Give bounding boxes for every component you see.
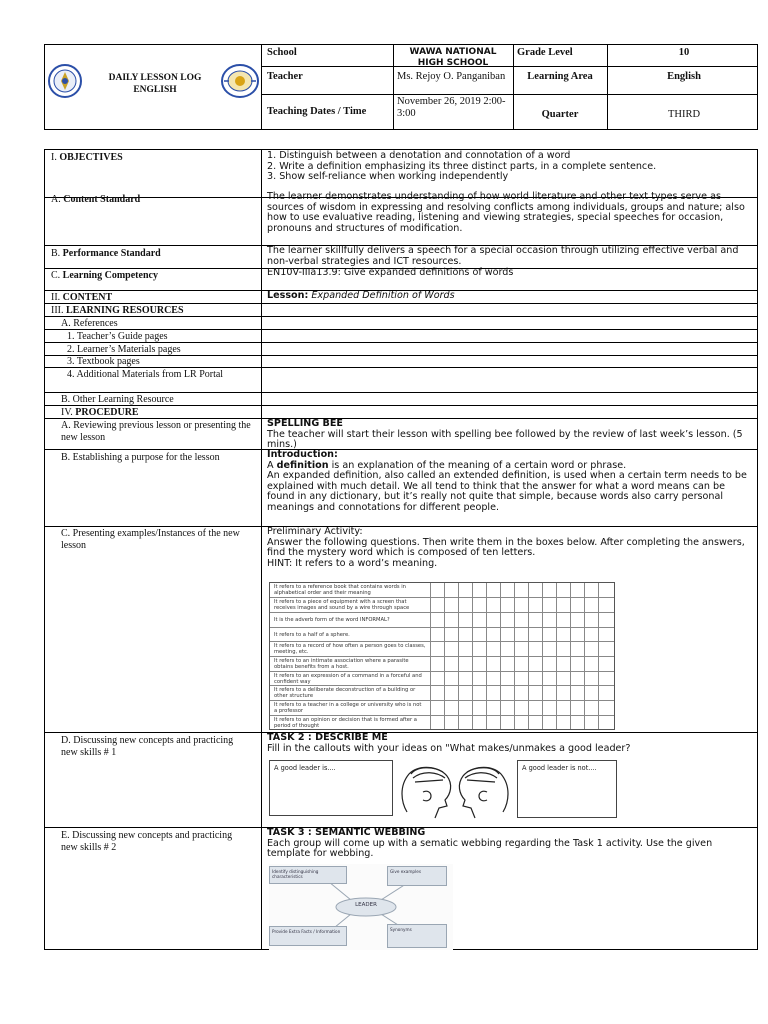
procedure-label: IV. PROCEDURE [61,407,139,418]
school-value: WAWA NATIONAL HIGH SCHOOL [409,47,497,68]
clue-item: It refers to an intimate association where a parasite obtains benefits from a host. [274,658,409,670]
callout-not-good-leader[interactable]: A good leader is not.... [517,760,617,818]
clue-item: It refers to an expression of a command in a forceful and confident way [274,673,422,685]
procedure-c-content [267,527,753,569]
web-box-synonyms[interactable]: Synonyms [387,924,447,948]
performance-standard-text: The learner skillfully delivers a speech for a special occasion through utilizing effective verbal and non-verbal strategies and ICT resources. [267,245,739,267]
semantic-web-template [269,864,453,950]
objective-item: 1. Distinguish between a denotation and connotation of a word [267,150,571,161]
teacher-label: Teacher [267,71,303,82]
procedure-c-label: C. Presenting examples/Instances of the new lesson [61,528,240,551]
school-seal-logo [221,64,259,98]
clue-item: It refers to a half of a sphere. [274,632,350,638]
resource-item: 3. Textbook pages [67,356,140,367]
competency-text: EN10V-IIIa13.9: Give expanded definitions of words [267,267,514,278]
objectives-list [267,151,753,183]
performance-standard-label: B. Performance Standard [51,248,161,259]
clue-item: It refers to a reference book that contains words in alphabetical order and their meaning [274,584,406,596]
heads-illustration [393,762,517,822]
log-title: DAILY LESSON LOG [108,73,202,83]
content-label: II. CONTENT [51,292,113,303]
objective-item: 3. Show self-reliance when working independently [267,171,509,183]
school-label: School [267,47,297,58]
task2-heading: TASK 2 : DESCRIBE ME [267,732,388,743]
expanded-definition-text: An expanded definition, also called an extended definition, is used when a certain term needs to be explained with much detail. We all tend to think that the answer for what a word means can be found in any dictionary, but it’s really not quite that simple, because words also carry personal meanings and connotations for different people. [267,470,747,513]
dates-value: November 26, 2019 2:00-3:00 [397,96,506,119]
competency-label: C. Learning Competency [51,270,158,281]
procedure-d-label: D. Discussing new concepts and practicing new skills # 1 [61,735,234,758]
preliminary-hint: HINT: It refers to a word’s meaning. [267,557,438,569]
resource-item: 2. Learner’s Materials pages [67,344,181,355]
deped-seal-logo [48,64,82,98]
clue-item: It refers to a piece of equipment with a screen that receives images and sound by a wire through space [274,599,410,611]
log-subject: ENGLISH [133,85,177,95]
procedure-e-label: E. Discussing new concepts and practicing new skills # 2 [61,830,233,853]
task2-text: Fill in the callouts with your ideas on "What makes/unmakes a good leader? [267,742,631,754]
clue-item: It refers to a deliberate deconstruction of a building or other structure [274,687,416,699]
introduction-heading: Introduction: [267,449,338,460]
resource-item: 4. Additional Materials from LR Portal [67,369,224,380]
objectives-label: I. OBJECTIVES [51,152,123,163]
area-label: Learning Area [527,71,593,82]
mystery-word-table [269,582,615,730]
web-box-extra-facts[interactable]: Provide Extra Facts / Information [269,926,347,946]
resources-label: III. LEARNING RESOURCES [51,305,184,316]
teacher-value: Ms. Rejoy O. Panganiban [397,71,506,82]
procedure-a-content [267,419,753,451]
procedure-d-content [267,733,753,754]
dates-label: Teaching Dates / Time [267,106,367,117]
lesson-title: Lesson: Expanded Definition of Words [267,290,455,301]
objective-item: 2. Write a definition emphasizing its three distinct parts, in a complete sentence. [267,160,657,172]
clue-item: It refers to a record of how often a person goes to classes, meeting, etc. [274,643,426,655]
clue-item: It refers to a teacher in a college or university who is not a professor [274,702,422,714]
clue-item: It refers to an opinion or decision that is formed after a period of thought [274,717,417,729]
callout-good-leader[interactable]: A good leader is.... [269,760,393,816]
content-standard-text: The learner demonstrates understanding of how world literature and other text types serve as sources of wisdom in expressing and resolving conflicts among individuals, groups and nature; also how to use evaluative reading, listening and viewing strategies, special speeches for occasion, pronouns and structures of modification. [267,191,745,234]
procedure-e-content [267,828,753,860]
procedure-a-label: A. Reviewing previous lesson or presenting the new lesson [61,420,251,443]
definition-text: A definition is an explanation of the meaning of a certain word or phrase. [267,459,627,471]
web-center-label: LEADER [355,902,377,908]
resource-item: B. Other Learning Resource [61,394,174,405]
grade-value: 10 [678,47,690,58]
quarter-value: THIRD [667,109,701,120]
preliminary-text: Answer the following questions. Then write them in the boxes below. After completing the answers, find the mystery word which is composed of ten letters. [267,536,745,559]
header-table [44,44,758,130]
spelling-bee-text: The teacher will start their lesson with spelling bee followed by the review of last week’s lesson. (5 mins.) [267,428,743,451]
task3-heading: TASK 3 : SEMANTIC WEBBING [267,827,426,838]
resource-item: A. References [61,318,118,329]
spelling-bee-heading: SPELLING BEE [267,418,343,429]
preliminary-heading: Preliminary Activity: [267,526,363,537]
content-standard-label: A. Content Standard [51,194,141,205]
web-box-characteristics[interactable]: Identify distinguishing characteristics [269,866,347,884]
resource-item: 1. Teacher’s Guide pages [67,331,168,342]
procedure-b-label: B. Establishing a purpose for the lesson [61,452,220,463]
procedure-b-content [267,450,753,514]
lesson-table [44,149,758,950]
clue-item: It is the adverb form of the word INFORMAL? [274,617,390,623]
quarter-label: Quarter [541,109,579,120]
area-value: English [667,71,701,82]
web-box-examples[interactable]: Give examples [387,866,447,886]
grade-label: Grade Level [517,47,573,58]
task3-text: Each group will come up with a sematic webbing regarding the Task 1 activity. Use the given template for webbing. [267,837,713,860]
